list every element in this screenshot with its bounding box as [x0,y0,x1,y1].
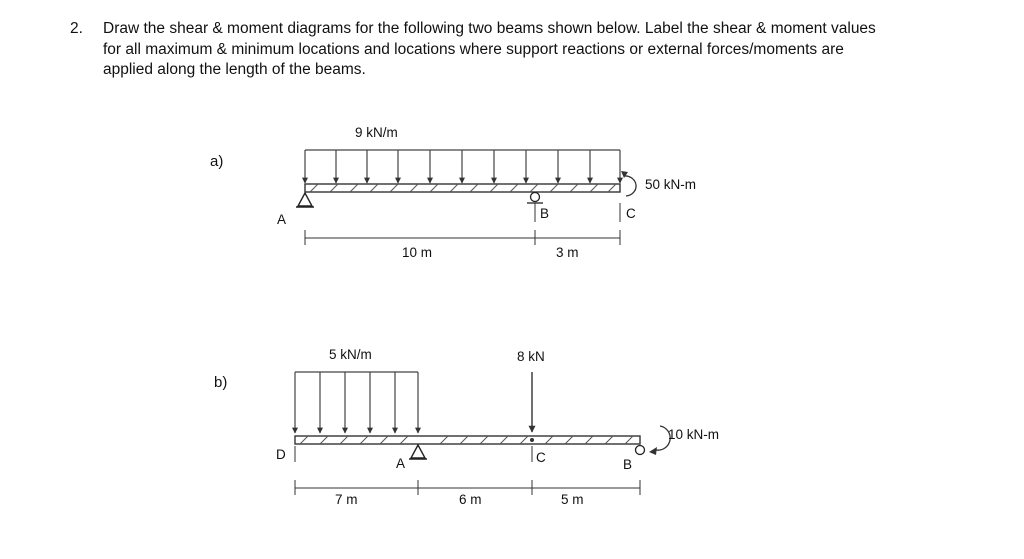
beam-b-dim-3: 5 m [561,492,584,507]
beam-b-point-c-label: C [536,450,546,465]
beam-a-body [305,184,620,192]
beam-a-roller-support-b [527,193,543,204]
beam-b-point-b-label: B [623,457,633,472]
beam-b-label: b) [214,374,228,391]
beam-b [295,372,670,495]
beam-b-moment-b [649,426,670,455]
beam-b-point-a-label: A [396,456,406,471]
beam-b-roller-support-b [636,446,645,455]
problem-text: Draw the shear & moment diagrams for the following two beams shown below. Label the shear & moment values for all maximum & minimum locations and locations where support reactions or external forces/moments are applied along the length of the beams. [103,20,876,78]
beam-a-dimension-line [305,230,620,245]
beam-b-point-load-label: 8 kN [517,349,545,364]
beam-a-dim-2: 3 m [556,245,579,260]
beam-b-pin-support-a [409,445,427,459]
beam-a-label: a) [210,153,224,170]
beam-a-dim-1: 10 m [402,245,433,260]
beam-a [296,150,636,245]
beam-a-load-label: 9 kN/m [355,125,398,140]
beam-a-moment-c [621,171,636,196]
beam-b-dim-1: 7 m [335,492,358,507]
beam-a-point-c-label: C [626,206,636,221]
beam-a-distributed-load [305,150,620,183]
beam-b-point-d-label: D [276,447,286,462]
beam-a-point-b-label: B [540,206,550,221]
beam-b-distributed-load [295,372,418,433]
beam-b-body [295,436,640,444]
beam-a-pin-support-a [296,193,314,207]
beam-b-moment-label: 10 kN-m [668,427,720,442]
beam-b-load-label: 5 kN/m [329,347,372,362]
beam-a-point-a-label: A [277,212,287,227]
problem-number: 2. [70,20,83,37]
beam-b-dim-2: 6 m [459,492,482,507]
beam-a-moment-label: 50 kN-m [645,177,697,192]
